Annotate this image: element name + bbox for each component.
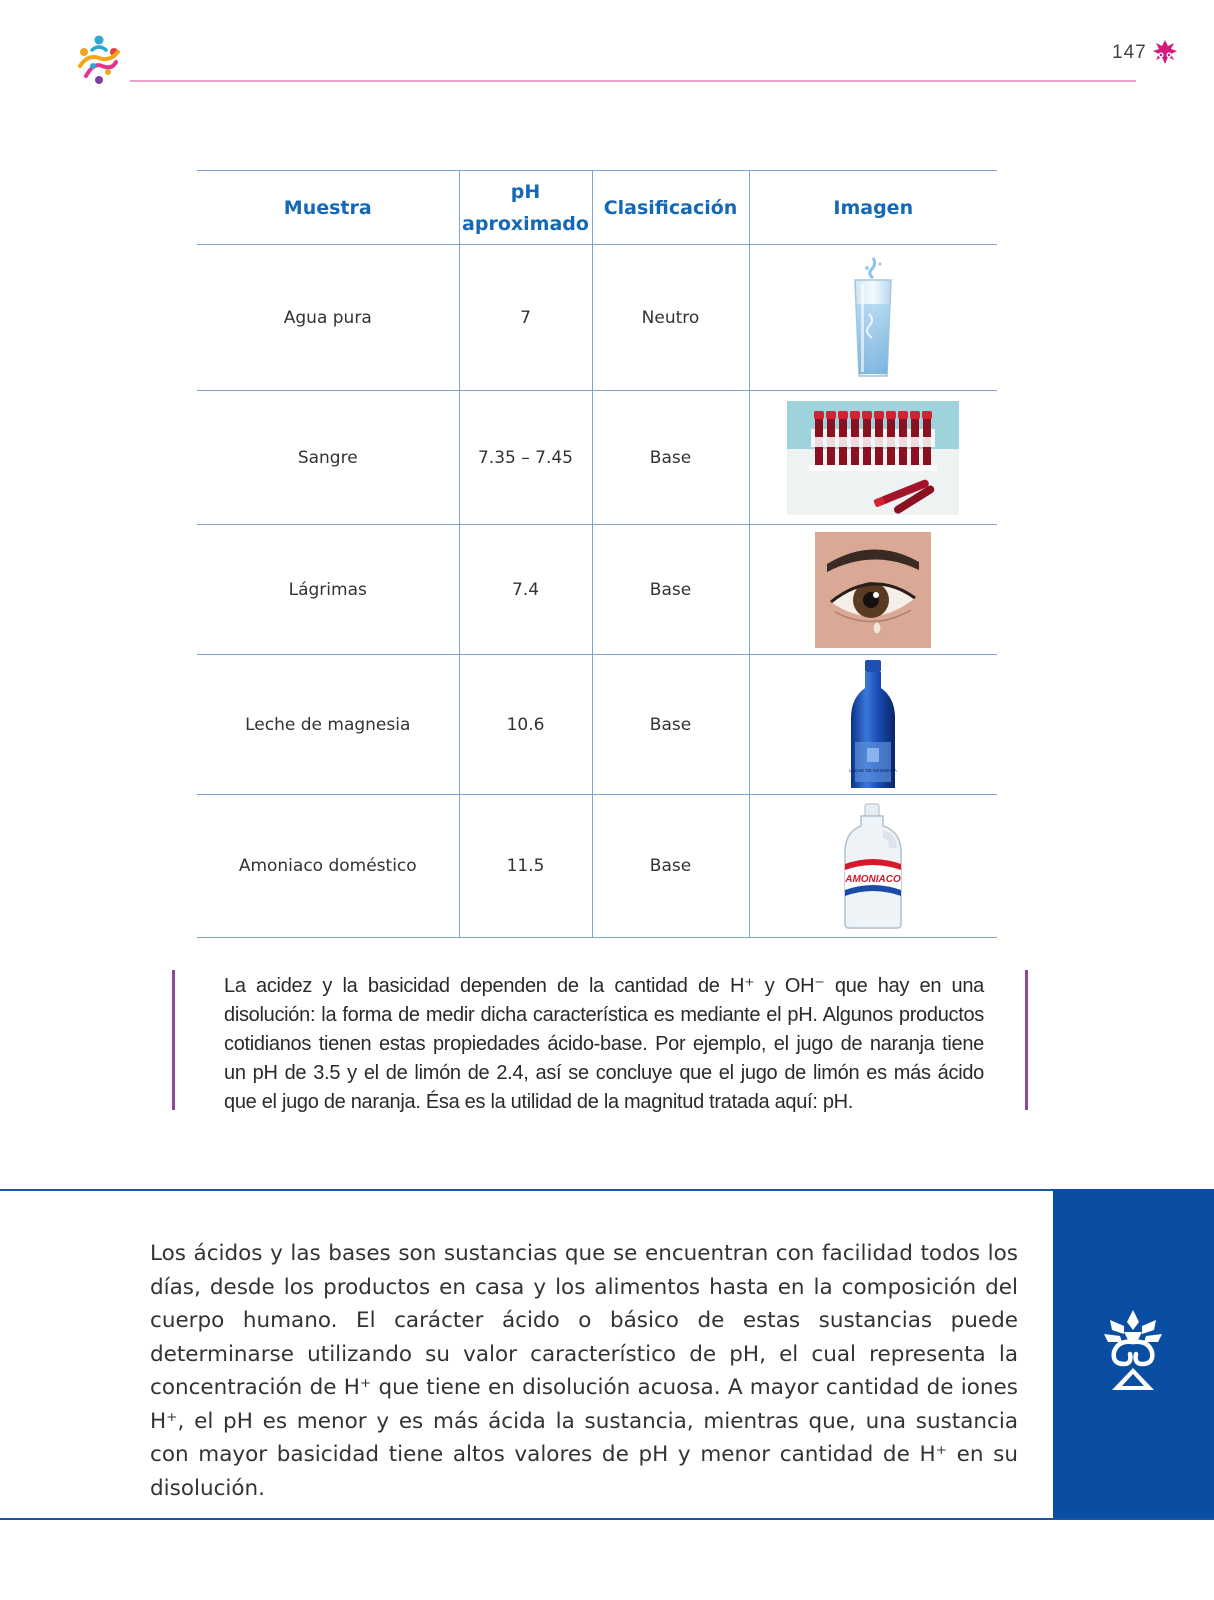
quote-box: [172, 970, 1028, 1120]
summary-text: Los ácidos y las bases son sustancias que se encuentran con facilidad todos los días, desde los productos en casa y los alimentos hasta en la composición del cuerpo humano. El carácter ácido o básico de estas sustancias puede determinarse utilizando su valor característico de pH, el cual representa la concentración de H⁺ que tiene en disolución acuosa. A mayor cantidad de iones H⁺, el pH es menor y es más ácida la sustancia, mientras que, una sustancia con mayor basicidad tiene altos valores de pH y menor cantidad de H⁺ en su disolución.: [150, 1241, 1018, 1501]
cell-imagen: [749, 525, 997, 655]
header-ph: [459, 171, 592, 245]
blood-tubes-image: [787, 401, 959, 515]
cell-imagen: [749, 245, 997, 391]
water-glass-image: [843, 254, 903, 382]
cell-clasificacion: Base: [592, 525, 749, 655]
cell-clasificacion: Base: [592, 391, 749, 525]
cell-muestra: Agua pura: [197, 245, 459, 391]
page-number: 147: [1112, 42, 1147, 63]
tree-emblem-icon: [1098, 1308, 1168, 1392]
header-imagen: Imagen: [749, 171, 997, 245]
cell-imagen: [749, 391, 997, 525]
cell-muestra: Lágrimas: [197, 525, 459, 655]
ammonia-label: AMONIACO: [845, 874, 902, 885]
eye-tear-image: [815, 532, 931, 648]
cell-ph: 11.5: [459, 795, 592, 938]
table-row: [197, 655, 997, 795]
header-ph-line1: pH: [510, 180, 541, 203]
header-clasificacion: Clasificación: [592, 171, 749, 245]
table-header-row: [197, 171, 997, 245]
summary-rule-bottom: [0, 1518, 1214, 1520]
cell-muestra: Sangre: [197, 391, 459, 525]
summary-rule-top: [0, 1189, 1214, 1191]
series-logo-icon: [72, 32, 126, 86]
cell-imagen: [749, 655, 997, 795]
quote-bar-left: [172, 970, 175, 1110]
table-row: [197, 245, 997, 391]
table-row: [197, 795, 997, 938]
cell-ph: 7.35 – 7.45: [459, 391, 592, 525]
cell-ph: 7.4: [459, 525, 592, 655]
cell-ph: 7: [459, 245, 592, 391]
flower-ornament-icon: [1150, 38, 1180, 68]
header-rule: [130, 80, 1136, 82]
table-row: [197, 391, 997, 525]
cell-muestra: Leche de magnesia: [197, 655, 459, 795]
magnesia-label: LECHE DE MAGNESIA: [849, 767, 898, 773]
cell-clasificacion: Neutro: [592, 245, 749, 391]
magnesia-bottle-image: [845, 658, 901, 792]
cell-ph: 10.6: [459, 655, 592, 795]
header-ph-line2: aproximado: [462, 212, 589, 235]
cell-imagen: [749, 795, 997, 938]
ph-table: [197, 170, 997, 938]
quote-bar-right: [1025, 970, 1028, 1110]
table-row: [197, 525, 997, 655]
quote-text: La acidez y la basicidad dependen de la cantidad de H⁺ y OH⁻ que hay en una disolución: la forma de medir dicha característica es mediante el pH. Algunos productos cotidianos tienen estas propiedades ácido-base. Por ejemplo, el jugo de naranja tiene un pH de 3.5 y el de limón de 2.4, así se concluye que el jugo de limón es más ácido que el jugo de naranja. Ésa es la utilidad de la magnitud tratada aquí: pH.: [224, 975, 984, 1113]
cell-muestra: Amoniaco doméstico: [197, 795, 459, 938]
cell-clasificacion: Base: [592, 795, 749, 938]
header-muestra: Muestra: [197, 171, 459, 245]
ammonia-jug-image: [841, 802, 905, 930]
cell-clasificacion: Base: [592, 655, 749, 795]
